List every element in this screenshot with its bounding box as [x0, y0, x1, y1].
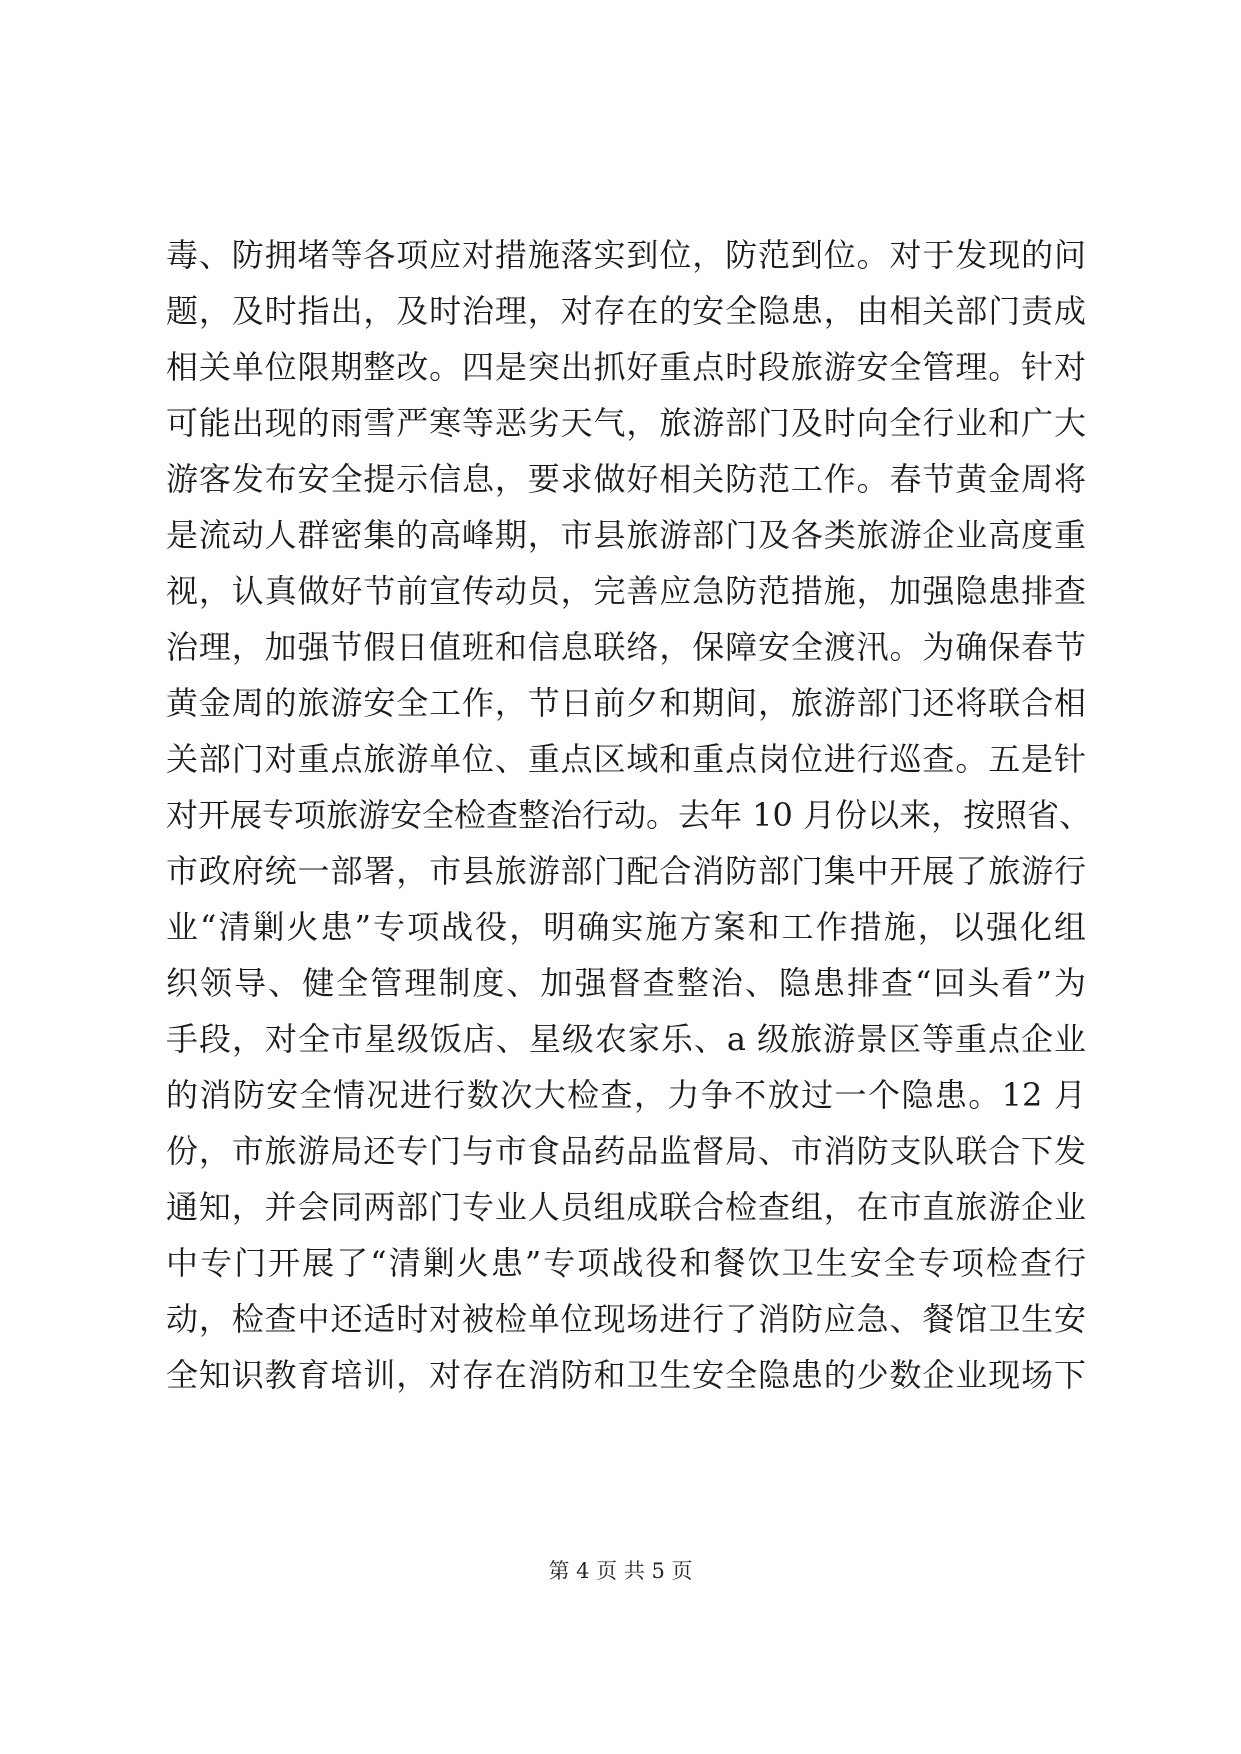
text-line: 视，认真做好节前宣传动员，完善应急防范措施，加强隐患排查	[166, 572, 1086, 610]
text-line: 题，及时指出，及时治理，对存在的安全隐患，由相关部门责成	[166, 292, 1086, 330]
body-text	[166, 227, 1092, 1403]
text-line: 是流动人群密集的高峰期，市县旅游部门及各类旅游企业高度重	[166, 516, 1086, 554]
text-line: 动，检查中还适时对被检单位现场进行了消防应急、餐馆卫生安	[166, 1300, 1086, 1338]
text-line: 织领导、健全管理制度、加强督查整治、隐患排查“回头看”为	[166, 964, 1086, 1002]
text-line: 中专门开展了“清剿火患”专项战役和餐饮卫生安全专项检查行	[166, 1244, 1086, 1282]
text-line: 毒、防拥堵等各项应对措施落实到位，防范到位。对于发现的问	[166, 236, 1086, 274]
page-number-footer: 第 4 页 共 5 页	[548, 1559, 693, 1583]
text-line: 治理，加强节假日值班和信息联络，保障安全渡汛。为确保春节	[166, 628, 1086, 666]
text-line: 对开展专项旅游安全检查整治行动。去年 10 月份以来，按照省、	[166, 796, 1092, 834]
text-line: 手段，对全市星级饭店、星级农家乐、a 级旅游景区等重点企业	[166, 1020, 1086, 1058]
text-line: 可能出现的雨雪严寒等恶劣天气，旅游部门及时向全行业和广大	[166, 404, 1086, 442]
text-line: 市政府统一部署，市县旅游部门配合消防部门集中开展了旅游行	[166, 852, 1086, 890]
text-line: 关部门对重点旅游单位、重点区域和重点岗位进行巡查。五是针	[166, 740, 1086, 778]
text-line: 通知，并会同两部门专业人员组成联合检查组，在市直旅游企业	[166, 1188, 1086, 1226]
text-line: 份，市旅游局还专门与市食品药品监督局、市消防支队联合下发	[166, 1132, 1086, 1170]
text-line: 的消防安全情况进行数次大检查，力争不放过一个隐患。12 月	[166, 1076, 1086, 1114]
text-line: 业“清剿火患”专项战役，明确实施方案和工作措施，以强化组	[166, 908, 1086, 946]
text-line: 全知识教育培训，对存在消防和卫生安全隐患的少数企业现场下	[166, 1356, 1086, 1394]
text-line: 游客发布安全提示信息，要求做好相关防范工作。春节黄金周将	[166, 460, 1086, 498]
text-line: 黄金周的旅游安全工作，节日前夕和期间，旅游部门还将联合相	[166, 684, 1086, 722]
text-line: 相关单位限期整改。四是突出抓好重点时段旅游安全管理。针对	[166, 348, 1086, 386]
